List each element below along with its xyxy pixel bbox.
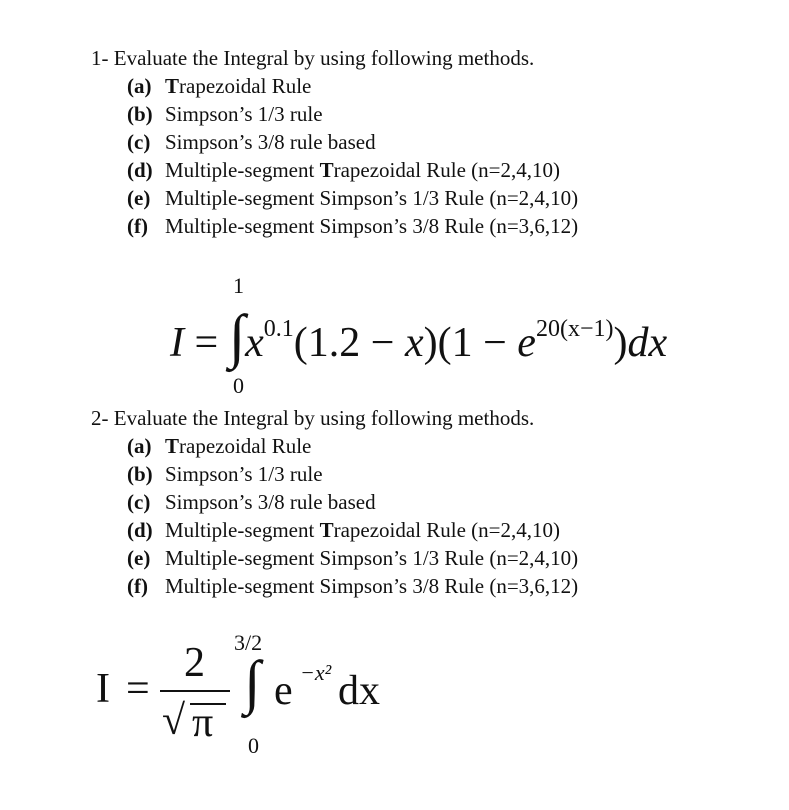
method-item: (c) Simpson’s 3/8 rule based <box>127 130 376 154</box>
integral-sign-icon: ∫ <box>228 303 246 369</box>
method-item: (f) Multiple-segment Simpson’s 3/8 Rule (n=3,6,12) <box>127 214 579 238</box>
formula-1-equals: = <box>194 320 219 366</box>
formula-2-numerator: 2 <box>184 640 205 686</box>
formula-1-expression: $I = \int x^{0.1}(1.2 - x)(1 - e^{20(x-1)})dx$ <box>170 303 668 369</box>
formula-2-dx: dx <box>338 668 380 714</box>
formula-2-pi: π <box>192 700 214 746</box>
method-item: (c) Simpson’s 3/8 rule based <box>127 490 376 514</box>
formula-2-e: e <box>274 668 293 714</box>
method-item: (b) Simpson’s 1/3 rule <box>127 462 323 486</box>
integral-sign-icon: ∫ <box>244 649 261 715</box>
problem-2 <box>91 404 578 600</box>
formula-1-upper-limit: 1 <box>233 273 244 298</box>
method-item: (e) Multiple-segment Simpson’s 1/3 Rule (n=2,4,10) <box>127 186 579 210</box>
problem-1 <box>91 44 578 240</box>
formula-1-lower-limit: 0 <box>233 373 244 398</box>
formula-2-sqrt-icon: √ <box>162 698 186 744</box>
formula-1-e-exponent: 20(x−1) <box>535 316 614 342</box>
problem-2-methods <box>91 432 578 600</box>
method-item: (d) Multiple-segment Trapezoidal Rule (n=2,4,10) <box>127 158 561 182</box>
formula-2-lower-limit: 0 <box>248 733 259 758</box>
method-item: (a) Trapezoidal Rule <box>127 434 312 458</box>
formula-2-exponent: −x² <box>300 660 332 685</box>
method-item: (a) Trapezoidal Rule <box>127 74 312 98</box>
problem-1-methods <box>91 72 578 240</box>
method-item: (d) Multiple-segment Trapezoidal Rule (n=2,4,10) <box>127 518 561 542</box>
formula-1-dx: dx <box>627 320 668 366</box>
formula-1-lhs: I <box>170 320 184 366</box>
formula-2-equals: = <box>126 666 150 712</box>
formula-2-upper-limit: 3/2 <box>234 630 263 655</box>
method-item: (b) Simpson’s 1/3 rule <box>127 102 323 126</box>
problem-2-heading: 2- Evaluate the Integral by using following methods. <box>91 406 535 430</box>
formula-1-exponent: 0.1 <box>263 316 294 342</box>
method-item: (f) Multiple-segment Simpson’s 3/8 Rule (n=3,6,12) <box>127 574 579 598</box>
fraction-bar <box>160 690 230 692</box>
problem-1-heading: 1- Evaluate the Integral by using following methods. <box>91 46 535 70</box>
method-item: (e) Multiple-segment Simpson’s 1/3 Rule (n=2,4,10) <box>127 546 579 570</box>
formula-2-lhs: I <box>96 666 110 712</box>
